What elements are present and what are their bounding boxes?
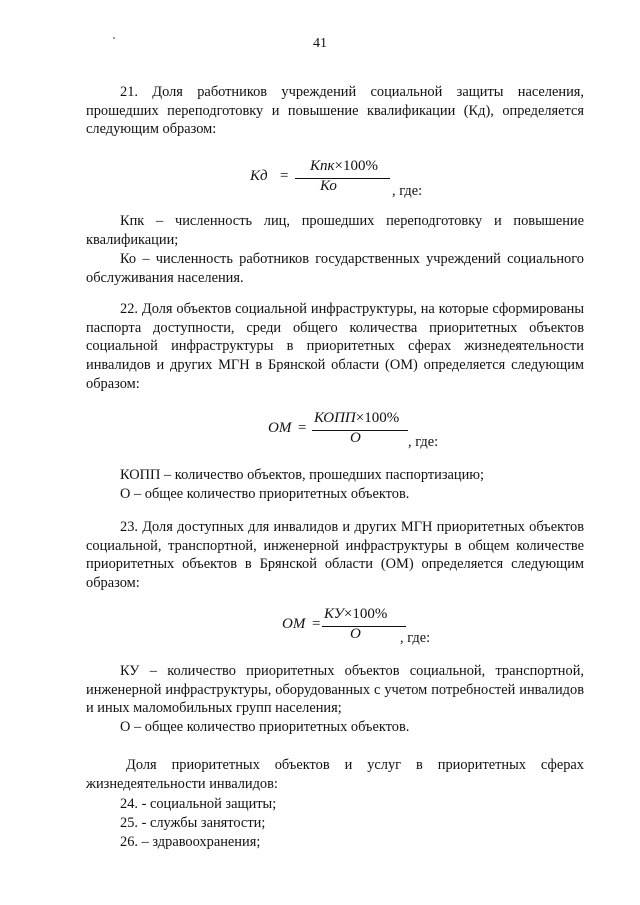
paragraph-22: 22. Доля объектов социальной инфраструктуры, на которые сформированы паспорта доступности, среди общего количества приоритетных объектов социальной инфраструктуры в приоритетных сферах жизнедеятельности инвалидов и других МГН в Брянской области (ОМ) определяется следующим образом: (86, 301, 584, 392)
paragraph-21: 21. Доля работников учреждений социальной защиты населения, прошедших переподготовку и повышение квалификации (Кд), определяется следующим образом: (86, 84, 584, 138)
numerator-rest: ×100% (343, 606, 388, 622)
numerator-variable: Кпк (310, 158, 335, 174)
definition-o-1: О – общее количество приоритетных объектов. (120, 486, 410, 502)
definition-o-2: О – общее количество приоритетных объектов. (120, 719, 410, 735)
definition-kpk: Кпк – численность лиц, прошедших переподготовку и повышение квалификации; (86, 213, 584, 248)
formula-where: , где: (408, 434, 439, 450)
formula-denominator: О (350, 430, 361, 446)
formula-om-2 (282, 606, 482, 646)
numerator-variable: КУ (324, 606, 344, 622)
formula-denominator: О (350, 626, 361, 642)
page-number: 41 (313, 36, 327, 51)
fraction-bar (322, 626, 406, 627)
formula-om-1 (268, 410, 468, 450)
formula-numerator (314, 410, 399, 427)
paragraph-23: 23. Доля доступных для инвалидов и других МГН приоритетных объектов социальной, транспортной, инженерной инфраструктуры в общем количестве приоритетных объектов в Брянской области (ОМ) определяется следующим образом: (86, 519, 584, 592)
formula-denominator: Ко (320, 178, 337, 194)
formula-lhs: ОМ (268, 420, 292, 436)
numerator-variable: КОПП (314, 410, 356, 426)
formula-numerator (310, 158, 378, 175)
list-item-25: 25. - службы занятости; (120, 815, 266, 831)
formula-equals: = (280, 168, 289, 184)
definition-kopp: КОПП – количество объектов, прошедших паспортизацию; (120, 467, 485, 483)
formula-kd (250, 158, 450, 198)
formula-where: , где: (392, 183, 423, 199)
formula-equals: = (298, 420, 307, 436)
paragraph-shares: Доля приоритетных объектов и услуг в приоритетных сферах жизнедеятельности инвалидов: (86, 757, 584, 792)
formula-lhs: Кд (250, 168, 268, 184)
formula-equals: = (312, 616, 321, 632)
definition-ko: Ко – численность работников государственных учреждений социального обслуживания населения. (86, 251, 584, 286)
numerator-rest: ×100% (355, 410, 400, 426)
definition-ku: КУ – количество приоритетных объектов социальной, транспортной, инженерной инфраструктуры, оборудованных с учетом потребностей инвалидов и иных маломобильных групп населения; (86, 663, 584, 717)
fraction-bar (295, 178, 390, 179)
numerator-rest: ×100% (334, 158, 378, 174)
formula-where: , где: (400, 630, 431, 646)
list-item-26: 26. – здравоохранения; (120, 834, 261, 850)
formula-lhs: ОМ (282, 616, 306, 632)
formula-numerator (324, 606, 387, 623)
list-item-24: 24. - социальной защиты; (120, 796, 277, 812)
